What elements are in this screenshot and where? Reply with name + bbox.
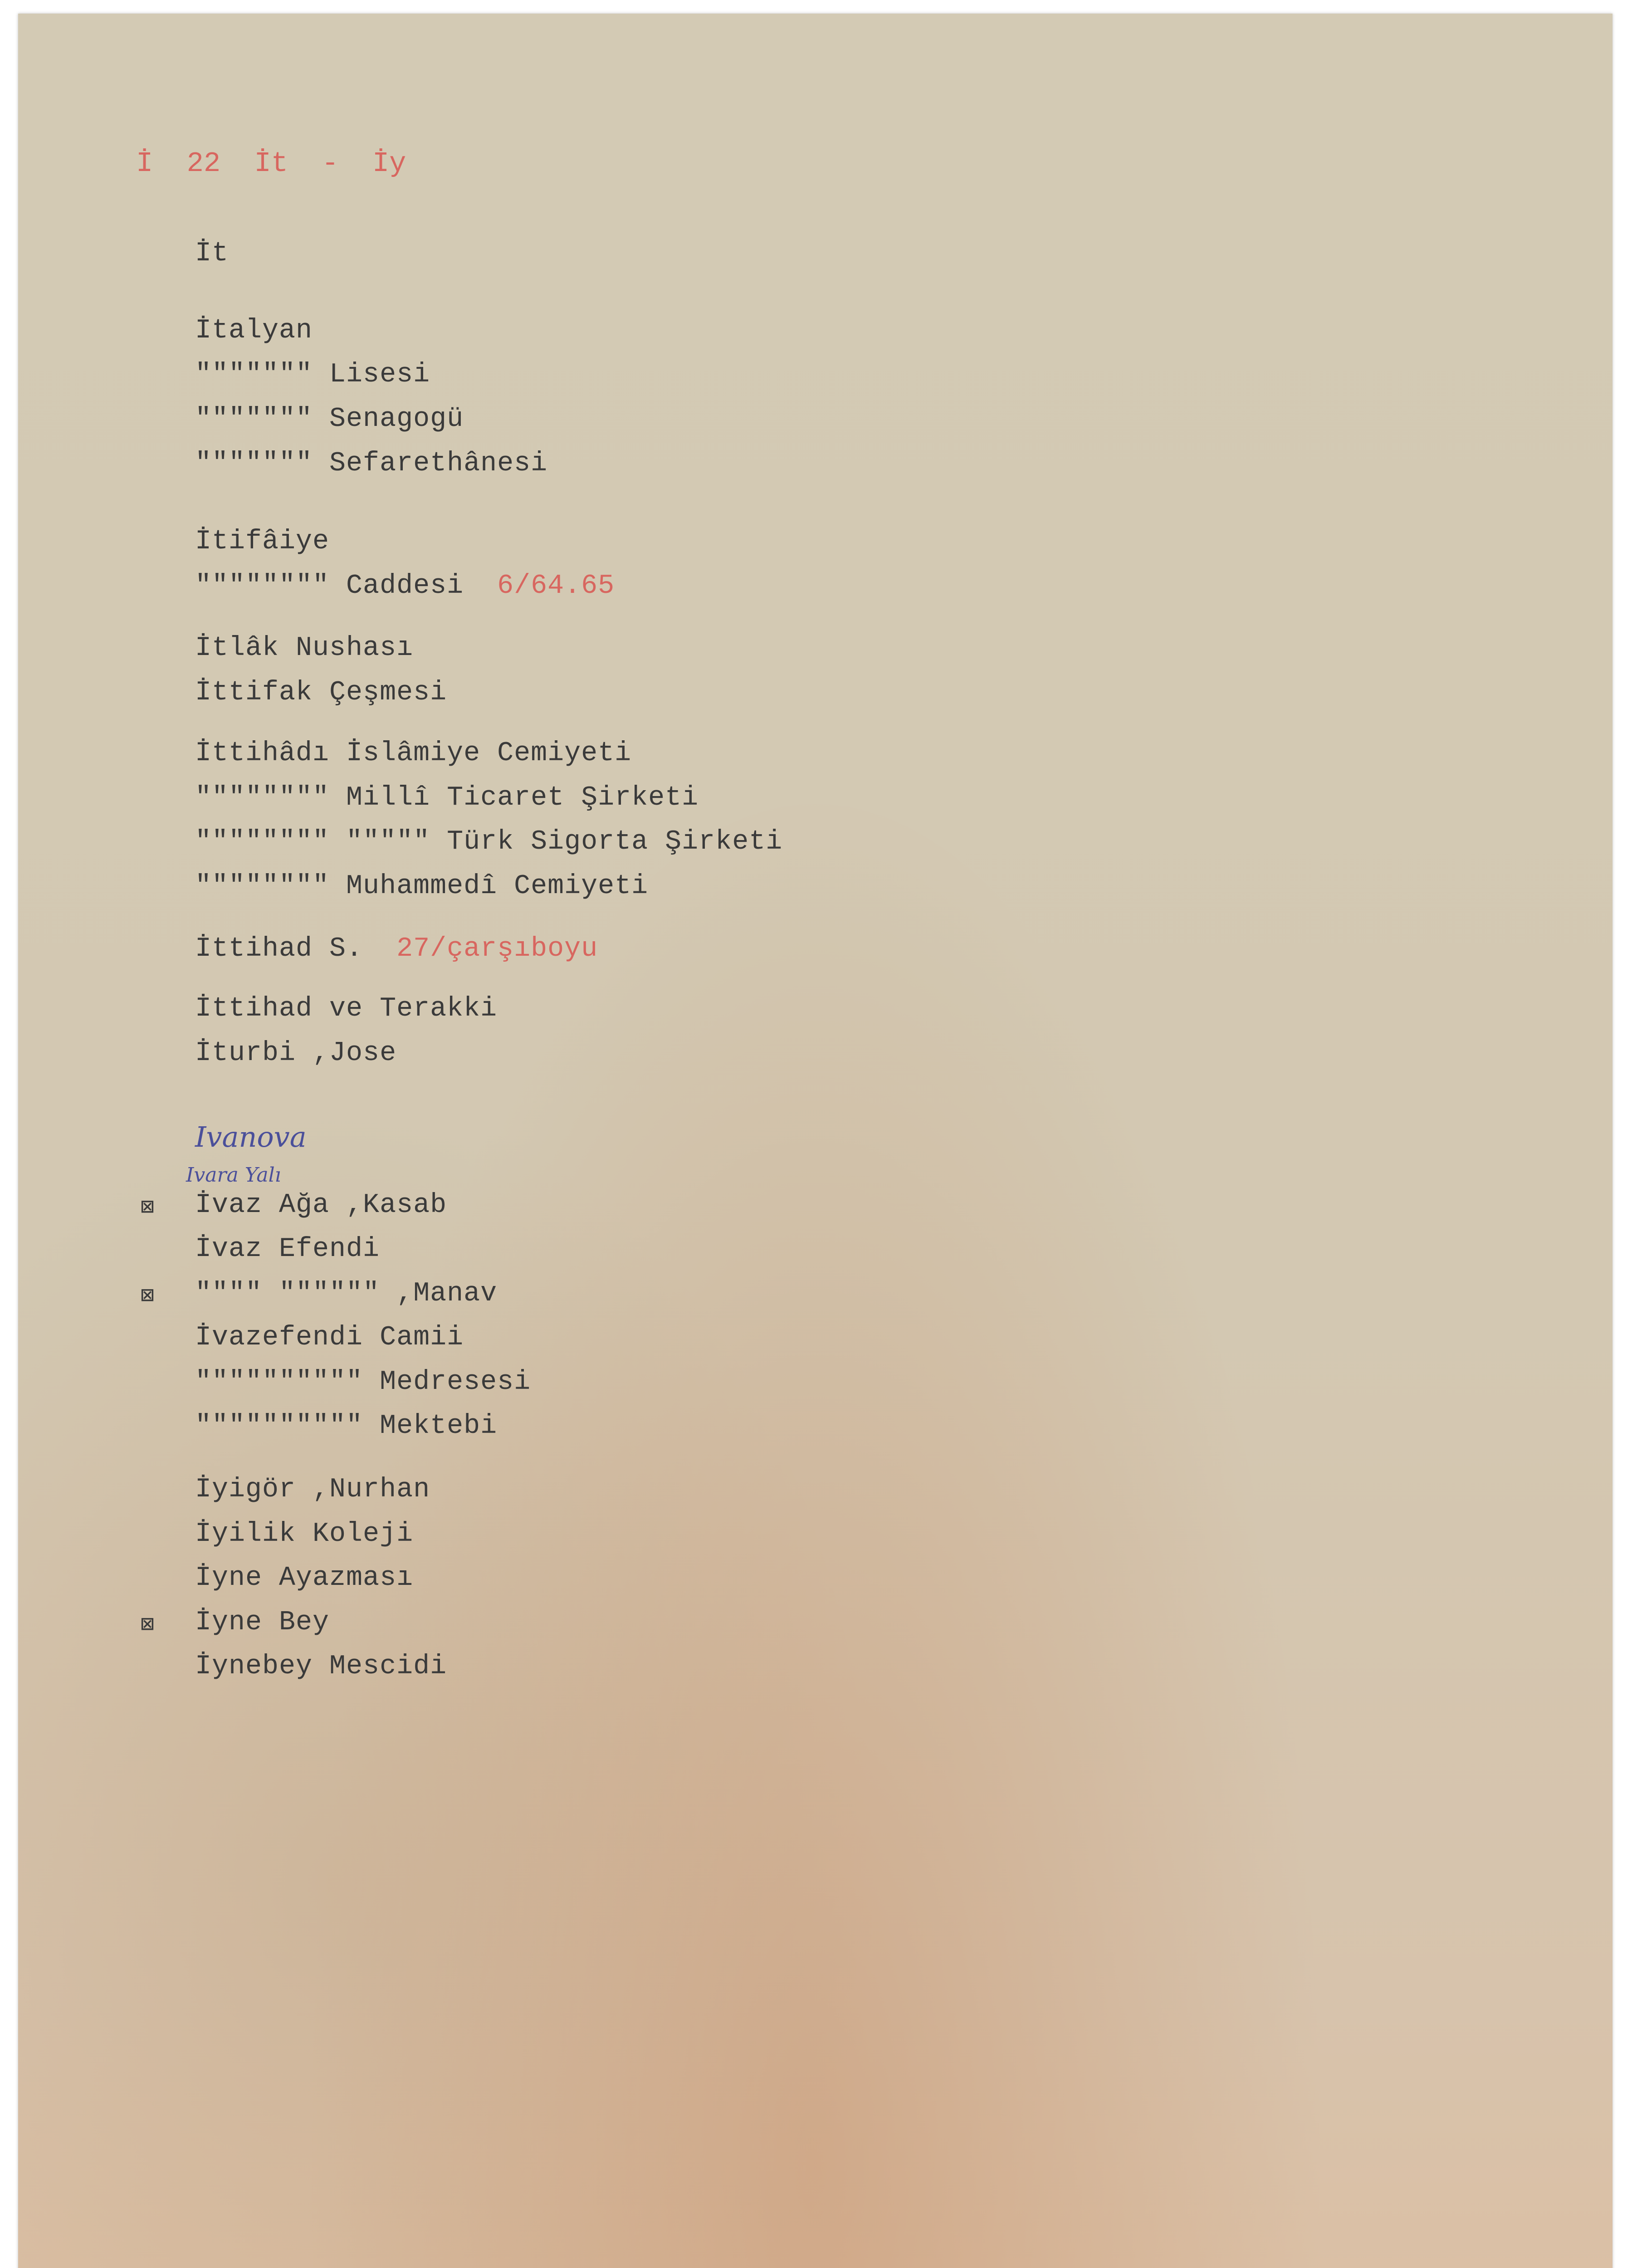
entry-muhammedi-cemiyeti: """""""" Muhammedî Cemiyeti [195,871,649,902]
header-range-from: İt [254,147,288,180]
entry-ittihad-terakki: İttihad ve Terakki [195,993,498,1024]
entry-iyigor-nurhan: İyigör ,Nurhan [195,1474,430,1505]
entry-ivaz-aga: İvaz Ağa ,Kasab [195,1190,447,1221]
entry-italyan-sefarethanesi: """"""" Sefarethânesi [195,448,548,479]
entry-turk-sigorta: """""""" """"" Türk Sigorta Şirketi [195,826,783,857]
entry-ivazefendi-medresesi: """""""""" Medresesi [195,1367,531,1398]
entry-itifaiye: İtifâiye [195,526,330,557]
entry-ivazefendi-mektebi: """""""""" Mektebi [195,1411,498,1442]
entry-italyan-senagogu: """"""" Senagogü [195,404,464,435]
entry-italyan-lisesi: """"""" Lisesi [195,359,430,390]
entry-itifaiye-caddesi [195,571,615,601]
entry-ittihad-s [195,934,598,964]
card-header [136,147,406,180]
entry-reference: 27/çarşıboyu [396,934,598,964]
section-heading-it: İt [195,238,229,269]
entry-text: İttihad S. [195,934,363,964]
entry-iturbi-jose: İturbi ,Jose [195,1038,397,1069]
entry-reference: 6/64.65 [497,571,615,601]
entry-text: """""""" Caddesi [195,571,464,601]
entry-ittifak-cesmesi: İttifak Çeşmesi [195,677,447,708]
entry-ivaz-efendi-manav: """" """""" ,Manav [195,1278,498,1309]
header-range-to: İy [372,147,406,180]
marker-box-icon: ⊠ [141,1284,155,1310]
entry-iyilik-koleji: İyilik Koleji [195,1519,414,1549]
entry-itlak-nushasi: İtlâk Nushası [195,633,414,664]
entry-iynebey-mescidi: İynebey Mescidi [195,1651,447,1682]
entry-ivaz-efendi: İvaz Efendi [195,1234,380,1265]
header-number: 22 [186,147,221,180]
entry-ivazefendi-camii: İvazefendi Camii [195,1322,464,1353]
marker-box-icon: ⊠ [141,1613,155,1638]
entry-iyne-ayazmasi: İyne Ayazması [195,1563,414,1593]
header-letter: İ [136,147,153,180]
entry-iyne-bey: İyne Bey [195,1607,330,1638]
handwritten-note-ivanova: Ivanova [195,1120,307,1154]
header-separator: - [322,147,339,180]
handwritten-note-ivara-yali: Ivara Yalı [186,1163,281,1187]
marker-box-icon: ⊠ [141,1195,155,1221]
entry-ittihadi-islamiye: İttihâdı İslâmiye Cemiyeti [195,738,632,769]
entry-milli-ticaret: """""""" Millî Ticaret Şirketi [195,782,699,813]
entry-italyan: İtalyan [195,315,313,346]
